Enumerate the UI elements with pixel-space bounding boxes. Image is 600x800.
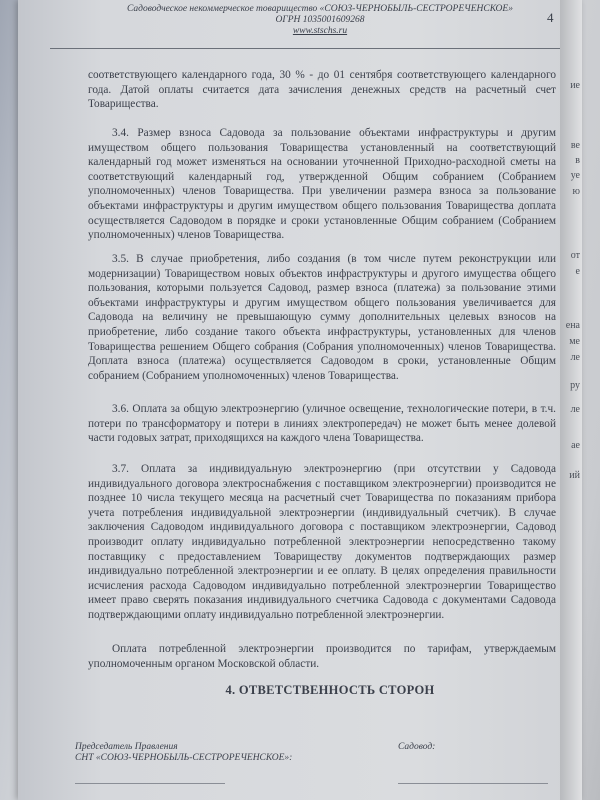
- edge-fragment: ру: [570, 380, 580, 391]
- edge-fragment: ве: [570, 140, 580, 151]
- edge-fragment: е: [575, 266, 580, 277]
- document-header: [100, 4, 540, 37]
- edge-fragment: ае: [571, 440, 580, 451]
- edge-fragment: ие: [570, 80, 580, 91]
- edge-fragment: ле: [570, 352, 580, 363]
- edge-fragment: ме: [569, 336, 580, 347]
- paragraph-3-6: 3.6. Оплата за общую электроэнергию (уличное освещение, технологические потери, в т.ч. потери по трансформатору и потери в линиях электропередач) не может быть менее долевой части годовых затрат, приходящихся на каждого члена Товарищества.: [88, 403, 556, 445]
- next-page-edge: [560, 0, 582, 800]
- edge-fragment: в: [575, 155, 580, 166]
- chairman-organization: СНТ «СОЮЗ-ЧЕРНОБЫЛЬ-СЕСТРОРЕЧЕНСКОЕ»:: [75, 753, 293, 763]
- edge-fragment: от: [570, 250, 580, 261]
- chairman-title: Председатель Правления: [75, 742, 178, 752]
- gardener-label: Садовод:: [398, 742, 436, 752]
- paragraph-tariffs: Оплата потребленной электроэнергии производится по тарифам, утверждаемым уполномоченным органом Московской области.: [88, 643, 556, 670]
- header-rule: [50, 48, 560, 49]
- edge-fragment: уе: [570, 170, 580, 181]
- chairman-signature-block: [75, 742, 292, 764]
- paragraph-3-4: 3.4. Размер взноса Садовода за пользование объектами инфраструктуры и другим имуществом общего пользования Товарищества установленный на соответствующий календарный год может изменяться на основании уточненной Приходно-расходной сметы на соответствующий календарный год, утвержденной Общим собранием (Собранием уполномоченных) членов Товарищества. При увеличении размера взноса за пользование объектами инфраструктуры и другим имуществом общего пользования Товарищества доплата осуществляется Садоводом в порядке и сроки установленные Общим собранием (Собранием уполномоченных) членов Товарищества.: [88, 127, 556, 242]
- paragraph-3-5: 3.5. В случае приобретения, либо создания (в том числе путем реконструкции или модернизации) Товариществом новых объектов инфраструктуры и другого имущества общего пользования, которыми пользуется Садовод, размер взноса (платежа) за пользование этими объектами инфраструктуры и другим имуществом общего пользования увеличивается для Садовода на величину не превышающую сумму дополнительных целевых взносов на приобретение, либо создание такого объекта инфраструктуры, установленных для членов Товарищества решением Общего собрания (Собрания уполномоченных) членов Товарищества. Доплата взноса (платежа) осуществляется Садоводом в сроки, установленные Общим собранием (Собранием уполномоченных) членов Товарищества.: [88, 253, 556, 382]
- paragraph-3-7: 3.7. Оплата за индивидуальную электроэнергию (при отсутствии у Садовода индивидуального договора электроснабжения с поставщиком электроэнергии) производится не позднее 10 числа текущего месяца на расчетный счет Товарищества по показаниям прибора учета потребления индивидуальной электроэнергии (индивидуальный счетчик). В случае заключения Садоводом индивидуального договора с поставщиком электроэнергии, Садовод производит оплату индивидуально потребленной электроэнергии непосредственно такому поставщику с предоставлением Товариществу документов подтверждающих размер индивидуально потребленной электроэнергии и ее оплату. В целях определения правильности исчисления расхода Садоводом индивидуально потребленной электроэнергии Товарищество имеет право сверять показания индивидуального счетчика Садовода с документами Садовода подтверждающими оплату индивидуально потребленной электроэнергии.: [88, 463, 556, 621]
- header-website: www.stschs.ru: [292, 26, 348, 36]
- chairman-signature-line: [75, 783, 225, 784]
- edge-fragment: ле: [570, 404, 580, 415]
- edge-fragment: ю: [572, 186, 580, 197]
- document-page: [18, 0, 582, 800]
- section-title: 4. ОТВЕТСТВЕННОСТЬ СТОРОН: [225, 683, 435, 697]
- paragraph-continuation: соответствующего календарного года, 30 % - до 01 сентября соответствующего календарного года. Датой оплаты считается дата зачисления денежных средств на расчетный счет Товарищества.: [88, 69, 556, 111]
- gardener-signature-line: [398, 783, 548, 784]
- edge-fragment: ий: [569, 470, 580, 481]
- header-ogrn: ОГРН 1035001609268: [275, 15, 365, 25]
- page-number: 4: [547, 10, 554, 25]
- header-organization: Садоводческое некоммерческое товарищество «СОЮЗ-ЧЕРНОБЫЛЬ-СЕСТРОРЕЧЕНСКОЕ»: [127, 4, 513, 14]
- edge-fragment: ена: [565, 320, 580, 331]
